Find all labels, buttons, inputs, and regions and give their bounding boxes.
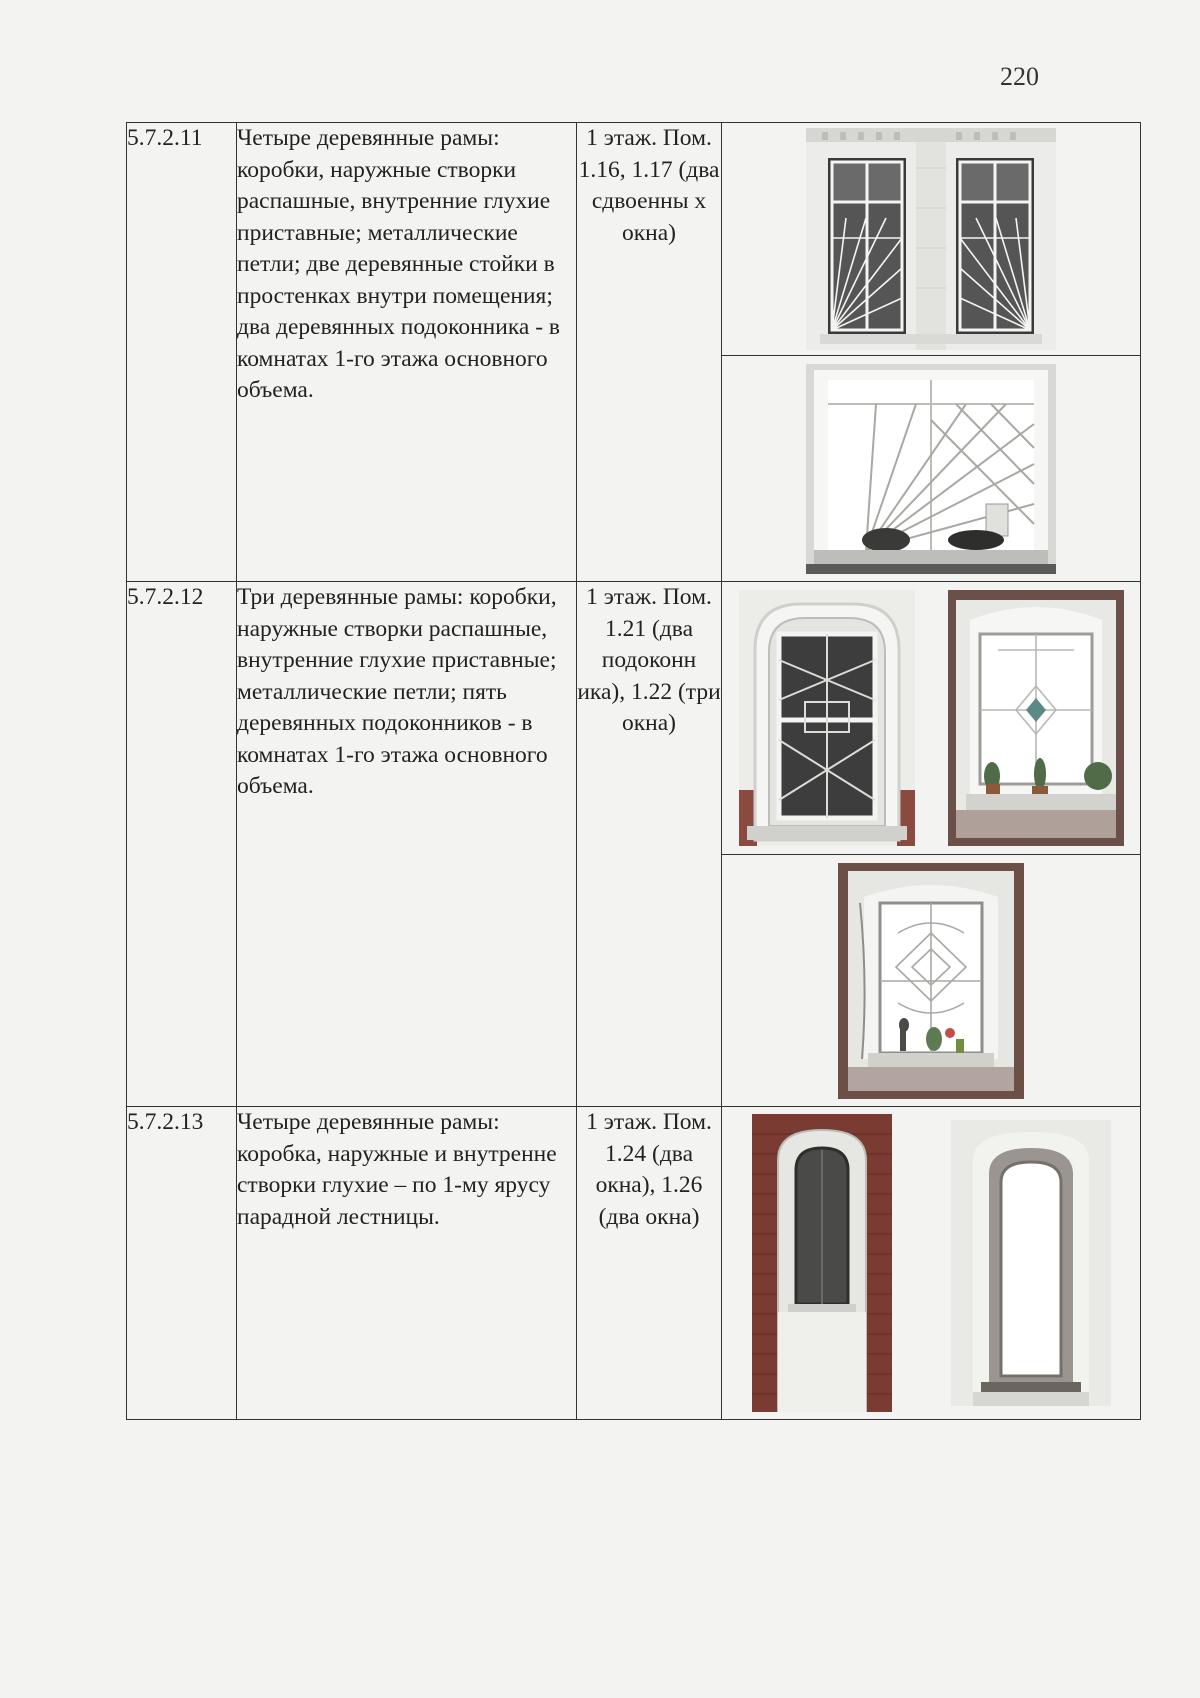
item-description: Три деревянные рамы: коробки, наружные створки распашные, внутренние глухие приставные; металлические петли; пять деревянных подоконников - в комнатах 1-го этажа основного объема.	[237, 582, 577, 1107]
table-row	[127, 1107, 1141, 1420]
table-row	[127, 582, 1141, 1107]
heritage-elements-table	[126, 122, 1141, 1420]
photo-cell	[722, 123, 1141, 582]
item-location: 1 этаж. Пом. 1.16, 1.17 (два сдвоенны х окна)	[577, 123, 722, 582]
item-number: 5.7.2.12	[127, 582, 237, 1107]
interior-sunburst-grille-photo	[806, 364, 1056, 574]
photo-cell	[722, 582, 1141, 1107]
exterior-narrow-window-photo	[752, 1114, 892, 1412]
page-number: 220	[1000, 62, 1039, 91]
item-description: Четыре деревянные рамы: коробки, наружные створки распашные, внутренние глухие приставные; металлические петли; две деревянные стойки в простенках внутри помещения; два деревянных подоконника - в комнатах 1-го этажа основного объема.	[237, 123, 577, 582]
exterior-double-window-photo	[806, 128, 1056, 350]
item-location: 1 этаж. Пом. 1.24 (два окна), 1.26 (два окна)	[577, 1107, 722, 1420]
interior-window-plants-photo	[948, 590, 1124, 846]
exterior-arched-window-photo	[739, 590, 915, 846]
item-description: Четыре деревянные рамы: коробка, наружные и внутренне створки глухие – по 1-му ярусу парадной лестницы.	[237, 1107, 577, 1420]
table-row	[127, 123, 1141, 582]
item-number: 5.7.2.13	[127, 1107, 237, 1420]
photo-cell	[722, 1107, 1141, 1420]
item-location: 1 этаж. Пом. 1.21 (два подоконн ика), 1.22 (три окна)	[577, 582, 722, 1107]
interior-narrow-niche-photo	[951, 1120, 1111, 1406]
item-number: 5.7.2.11	[127, 123, 237, 582]
interior-lattice-window-photo	[838, 863, 1024, 1099]
